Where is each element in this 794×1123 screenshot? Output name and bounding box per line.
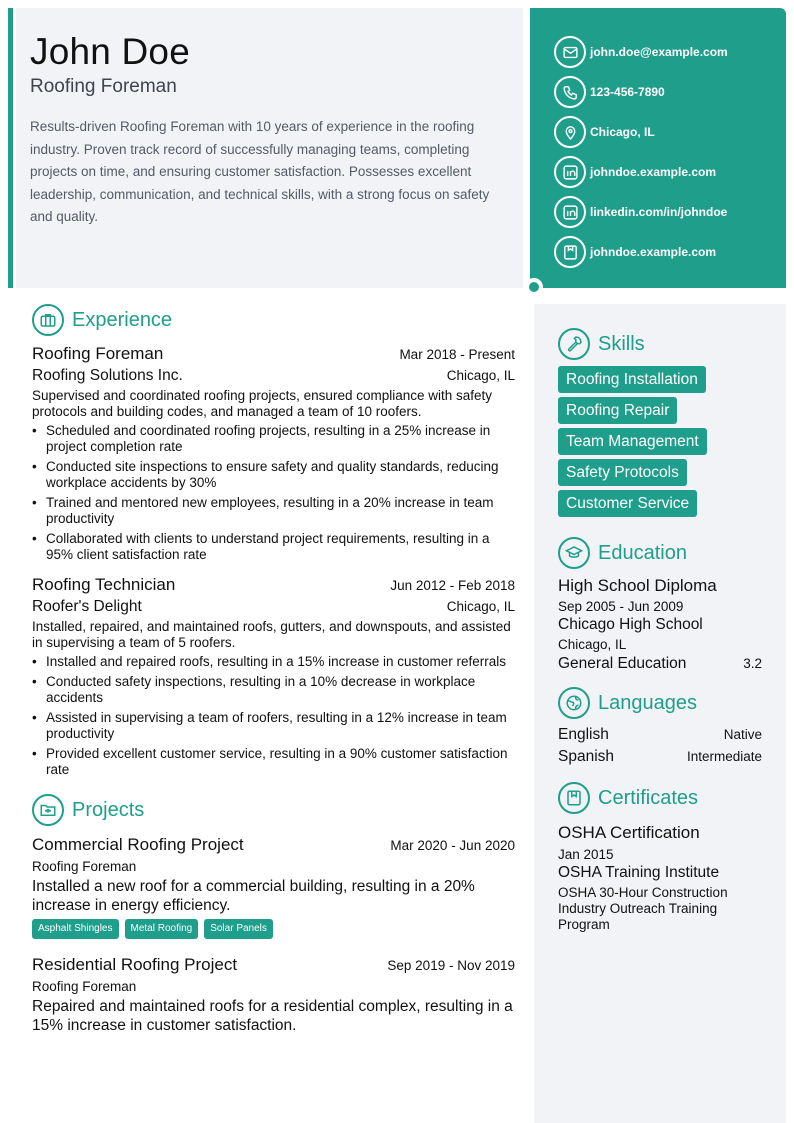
contact-website-text: johndoe.example.com: [590, 165, 717, 179]
certificates-header: [558, 782, 762, 814]
job-location: Chicago, IL: [446, 599, 515, 614]
summary-text: Results-driven Roofing Foreman with 10 years of experience in the roofing industry. Proven track record of successfully managing teams, completing projects on time, and ensuring customer satisfaction. Possesses excellent leadership, communication, and technical skills, with a strong focus on safety and quality.: [30, 119, 490, 225]
certificate-icon: [558, 782, 590, 814]
contact-website[interactable]: [554, 152, 786, 192]
job-bullet: • Installed and repaired roofs, resulting in a 15% increase in customer referrals: [32, 654, 515, 670]
skills-list: [558, 366, 762, 521]
contact-portfolio-text: johndoe.example.com: [590, 245, 717, 259]
language-row: [558, 726, 762, 744]
job-title: Roofing Foreman: [32, 344, 164, 363]
contact-panel: [530, 8, 786, 288]
education-field: General Education: [558, 655, 687, 672]
project-name: Commercial Roofing Project: [32, 835, 244, 854]
job-entry: [32, 575, 515, 778]
project-tag: Solar Panels: [204, 919, 273, 939]
contact-linkedin-text: linkedin.com/in/johndoe: [590, 205, 728, 219]
languages-title: Languages: [598, 691, 697, 714]
job-date: Mar 2018 - Present: [399, 347, 515, 362]
job-bullet: • Scheduled and coordinated roofing projects, resulting in a 25% increase in project completion rate: [32, 423, 515, 455]
skill-tag: Roofing Repair: [558, 397, 677, 424]
experience-header: [32, 304, 515, 336]
job-bullet: • Collaborated with clients to understand project requirements, resulting in a 95% client satisfaction rate: [32, 531, 515, 563]
certificate-date: Jan 2015: [558, 847, 614, 862]
main-column: [32, 304, 515, 1035]
project-tags: [32, 919, 515, 939]
envelope-icon: [554, 36, 586, 68]
skills-header: [558, 328, 762, 360]
project-role: Roofing Foreman: [32, 859, 137, 874]
linkedin-icon: [554, 196, 586, 228]
sidebar: [534, 304, 786, 1123]
certificates-title: Certificates: [598, 786, 699, 809]
job-bullet: • Assisted in supervising a team of roofers, resulting in a 12% increase in team productivity: [32, 710, 515, 742]
project-tag: Metal Roofing: [125, 919, 199, 939]
skill-tag: Roofing Installation: [558, 366, 706, 393]
contact-phone-text: 123-456-7890: [590, 85, 665, 99]
education-date: Sep 2005 - Jun 2009: [558, 599, 684, 614]
language-level: Native: [723, 727, 762, 742]
wrench-icon: [558, 328, 590, 360]
languages-header: [558, 687, 762, 719]
job-description: Installed, repaired, and maintained roofs, gutters, and downspouts, and assisted in supervising a team of 5 roofers.: [32, 619, 511, 650]
folder-icon: [32, 794, 64, 826]
certificate-issuer: OSHA Training Institute: [558, 864, 720, 881]
certificate-description: OSHA 30-Hour Construction Industry Outreach Training Program: [558, 885, 728, 932]
project-description: Repaired and maintained roofs for a residential complex, resulting in a 15% increase in customer satisfaction.: [32, 998, 513, 1034]
header-panel: [16, 8, 523, 288]
job-date: Jun 2012 - Feb 2018: [390, 578, 515, 593]
project-description: Installed a new roof for a commercial building, resulting in a 20% increase in energy efficiency.: [32, 878, 475, 914]
education-degree: High School Diploma: [558, 576, 717, 595]
projects-header: [32, 794, 515, 826]
contact-phone[interactable]: [554, 72, 786, 112]
education-score: 3.2: [743, 656, 762, 671]
portfolio-icon: [554, 236, 586, 268]
project-tag: Asphalt Shingles: [32, 919, 119, 939]
project-date: Mar 2020 - Jun 2020: [390, 838, 515, 853]
job-description: Supervised and coordinated roofing projects, ensured compliance with safety protocols and building codes, and managed a team of 10 roofers.: [32, 388, 493, 419]
projects-title: Projects: [72, 798, 145, 821]
certificate-name: OSHA Certification: [558, 823, 700, 842]
education-entry: [558, 576, 762, 673]
certificate-entry: [558, 823, 762, 933]
job-location: Chicago, IL: [446, 368, 515, 383]
languages-list: [558, 726, 762, 766]
job-company: Roofing Solutions Inc.: [32, 367, 183, 384]
project-role: Roofing Foreman: [32, 979, 137, 994]
job-bullet: • Conducted site inspections to ensure safety and quality standards, reducing workplace accidents by 30%: [32, 459, 515, 491]
language-level: Intermediate: [686, 749, 762, 764]
job-bullets: [32, 654, 515, 778]
skill-tag: Customer Service: [558, 490, 697, 517]
contact-linkedin[interactable]: [554, 192, 786, 232]
education-title: Education: [598, 541, 687, 564]
job-bullet: • Provided excellent customer service, resulting in a 90% customer satisfaction rate: [32, 746, 515, 778]
decorative-dot: [525, 278, 543, 296]
contact-email[interactable]: [554, 32, 786, 72]
education-school: Chicago High School: [558, 616, 703, 633]
candidate-role: Roofing Foreman: [30, 76, 177, 97]
accent-bar: [8, 8, 13, 288]
map-pin-icon: [554, 116, 586, 148]
education-header: [558, 537, 762, 569]
language-name: English: [558, 726, 609, 743]
job-bullets: [32, 423, 515, 563]
job-company: Roofer's Delight: [32, 598, 142, 615]
job-entry: [32, 344, 515, 563]
contact-location: [554, 112, 786, 152]
globe-icon: [558, 687, 590, 719]
skill-tag: Team Management: [558, 428, 707, 455]
phone-icon: [554, 76, 586, 108]
contact-portfolio[interactable]: [554, 232, 786, 272]
job-title: Roofing Technician: [32, 575, 176, 594]
contact-location-text: Chicago, IL: [590, 125, 655, 139]
briefcase-icon: [32, 304, 64, 336]
skills-title: Skills: [598, 332, 645, 355]
education-location: Chicago, IL: [558, 637, 627, 652]
project-entry: [32, 835, 515, 939]
language-row: [558, 748, 762, 766]
project-name: Residential Roofing Project: [32, 955, 238, 974]
candidate-name: John Doe: [30, 31, 190, 72]
job-bullet: • Trained and mentored new employees, resulting in a 20% increase in team productivity: [32, 495, 515, 527]
experience-title: Experience: [72, 308, 173, 331]
skill-tag: Safety Protocols: [558, 459, 687, 486]
project-entry: [32, 955, 515, 1035]
project-date: Sep 2019 - Nov 2019: [387, 958, 515, 973]
linkedin-icon: [554, 156, 586, 188]
job-bullet: • Conducted safety inspections, resulting in a 10% decrease in workplace accidents: [32, 674, 515, 706]
contact-email-text: john.doe@example.com: [590, 45, 728, 59]
language-name: Spanish: [558, 748, 615, 765]
graduation-cap-icon: [558, 537, 590, 569]
